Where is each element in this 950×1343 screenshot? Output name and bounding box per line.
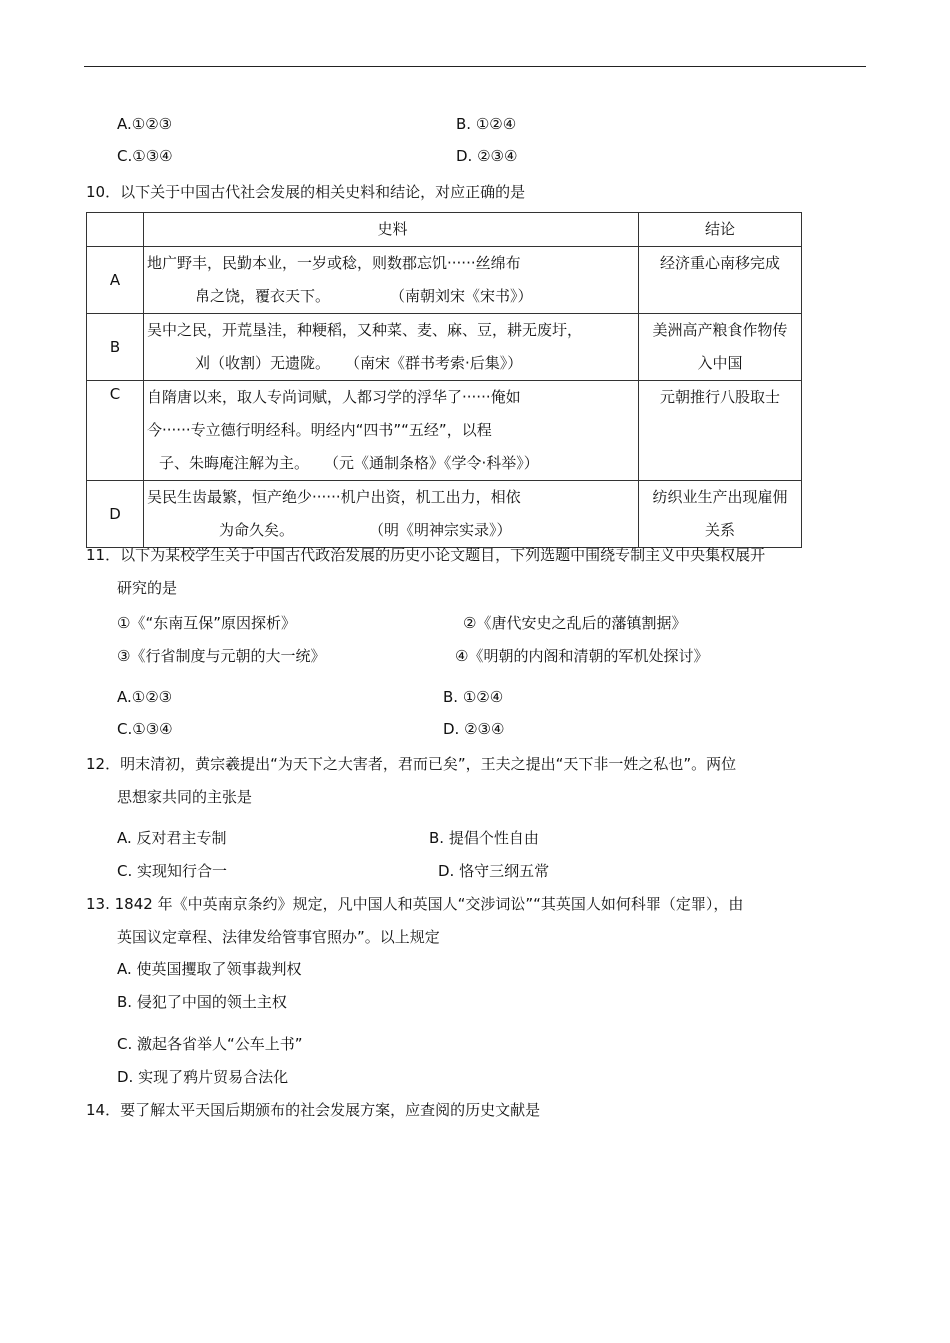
q13-option-c[interactable]: C. 激起各省举人“公车上书” — [117, 1035, 303, 1053]
q13-option-b[interactable]: B. 侵犯了中国的领土主权 — [117, 993, 287, 1011]
row-label: C — [87, 381, 144, 481]
q13-stem-line1: 13. 1842 年《中英南京条约》规定，凡中国人和英国人“交涉词讼”“其英国人如何科罪（定罪），由 — [86, 895, 744, 913]
source-line: 为命久矣。 （明《明神宗实录》） — [219, 521, 512, 539]
table-header-row — [87, 213, 802, 247]
table-row — [87, 481, 802, 548]
q10-stem: 10．以下关于中国古代社会发展的相关史料和结论，对应正确的是 — [86, 183, 526, 201]
row-conclusion — [639, 247, 802, 314]
source-line: 吴民生齿最繁，恒产绝少······机户出资，机工出力，相依 — [147, 488, 521, 506]
row-source — [144, 481, 639, 548]
row-conclusion — [639, 481, 802, 548]
q13-stem-line2: 英国议定章程、法律发给管事官照办”。以上规定 — [117, 928, 440, 946]
header-source: 史料 — [144, 213, 639, 247]
q11-option-c[interactable]: C.①③④ — [117, 720, 173, 738]
source-line: 吴中之民，开荒垦洼，种粳稻，又种菜、麦、麻、豆，耕无废圩， — [147, 321, 583, 339]
row-conclusion — [639, 314, 802, 381]
q9-option-c[interactable]: C.①③④ — [117, 147, 173, 165]
header-rule — [84, 66, 866, 67]
q12-stem-line1: 12．明末清初，黄宗羲提出“为天下之大害者，君而已矣”，王夫之提出“天下非一姓之私也”。两位 — [86, 755, 737, 773]
row-label: D — [87, 481, 144, 548]
conclusion-line: 元朝推行八股取士 — [659, 388, 780, 406]
row-source — [144, 314, 639, 381]
q12-option-c[interactable]: C. 实现知行合一 — [117, 862, 228, 880]
source-line: 地广野丰，民勤本业，一岁或稔，则数郡忘饥······丝绵布 — [147, 254, 521, 272]
source-line: 子、朱晦庵注解为主。 （元《通制条格》《学令·科举》） — [159, 454, 539, 472]
row-label: B — [87, 314, 144, 381]
source-line: 今······专立德行明经科。明经内“四书”“五经”，以程 — [147, 421, 492, 439]
q11-item-4: ④《明朝的内阁和清朝的军机处探讨》 — [455, 647, 709, 665]
q11-stem-line1: 11．以下为某校学生关于中国古代政治发展的历史小论文题目，下列选题中围绕专制主义中央集权展开 — [86, 546, 766, 564]
q12-option-b[interactable]: B. 提倡个性自由 — [429, 829, 539, 847]
q12-option-d[interactable]: D. 恪守三纲五常 — [438, 862, 550, 880]
q11-option-a[interactable]: A.①②③ — [117, 688, 173, 706]
row-conclusion — [639, 381, 802, 481]
header-blank — [87, 213, 144, 247]
q9-option-d[interactable]: D. ②③④ — [456, 147, 518, 165]
row-source — [144, 247, 639, 314]
q11-option-d[interactable]: D. ②③④ — [443, 720, 505, 738]
q11-item-1: ①《“东南互保”原因探析》 — [117, 614, 296, 632]
q13-option-d[interactable]: D. 实现了鸦片贸易合法化 — [117, 1068, 289, 1086]
conclusion-line: 经济重心南移完成 — [659, 254, 780, 272]
source-line: 刈（收割）无遗陇。 （南宋《群书考索·后集》） — [195, 354, 523, 372]
conclusion-line: 美洲高产粮食作物传 — [652, 321, 788, 339]
q14-stem: 14．要了解太平天国后期颁布的社会发展方案，应查阅的历史文献是 — [86, 1101, 541, 1119]
table-row — [87, 381, 802, 481]
q11-stem-line2: 研究的是 — [117, 579, 178, 597]
q12-stem-line2: 思想家共同的主张是 — [117, 788, 253, 806]
source-line: 帛之饶，覆衣天下。 （南朝刘宋《宋书》） — [195, 287, 533, 305]
q9-option-a[interactable]: A.①②③ — [117, 115, 173, 133]
conclusion-line: 关系 — [704, 521, 735, 539]
q13-option-a[interactable]: A. 使英国攫取了领事裁判权 — [117, 960, 302, 978]
row-source — [144, 381, 639, 481]
conclusion-line: 纺织业生产出现雇佣 — [652, 488, 788, 506]
conclusion-line: 入中国 — [697, 354, 743, 372]
q10-table — [86, 212, 802, 548]
q12-option-a[interactable]: A. 反对君主专制 — [117, 829, 227, 847]
row-label: A — [87, 247, 144, 314]
table-row — [87, 247, 802, 314]
q11-option-b[interactable]: B. ①②④ — [443, 688, 504, 706]
table-row — [87, 314, 802, 381]
header-conclusion: 结论 — [639, 213, 802, 247]
source-line: 自隋唐以来，取人专尚词赋，人都习学的浮华了······俺如 — [147, 388, 521, 406]
q11-item-3: ③《行省制度与元朝的大一统》 — [117, 647, 326, 665]
q11-item-2: ②《唐代安史之乱后的藩镇割据》 — [463, 614, 687, 632]
q9-option-b[interactable]: B. ①②④ — [456, 115, 517, 133]
